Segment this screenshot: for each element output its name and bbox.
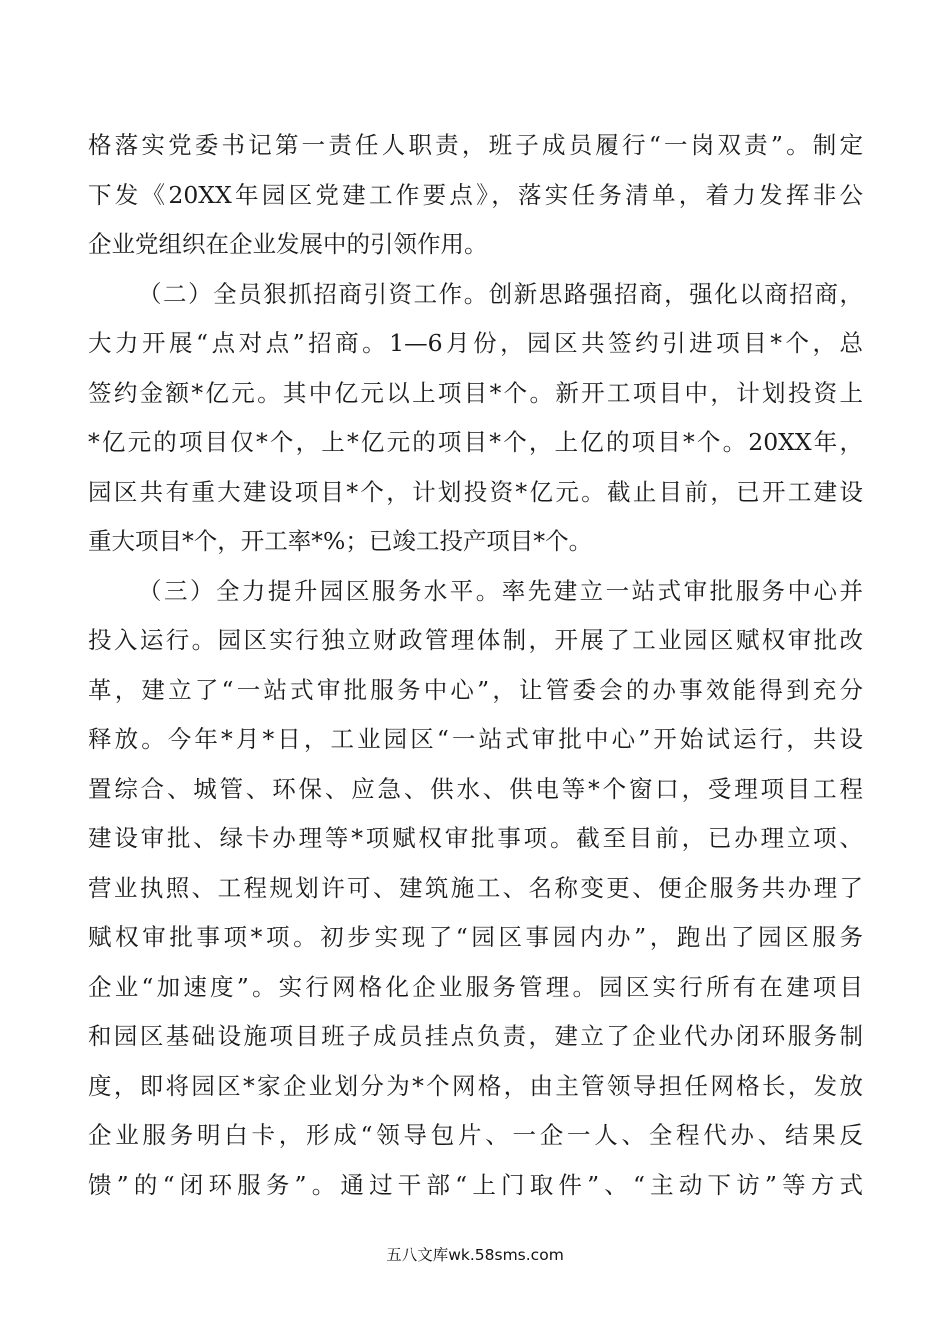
body-text [88, 121, 863, 1210]
text-line: 投入运行。园区实行独立财政管理体制，开展了工业园区赋权审批改 [88, 626, 863, 654]
footer-watermark: 五八文库wk.58sms.com [386, 1246, 564, 1264]
text-line: 大力开展“点对点”招商。1—6月份，园区共签约引进项目*个，总 [88, 329, 863, 357]
text-line: 企业“加速度”。实行网格化企业服务管理。园区实行所有在建项目 [88, 972, 863, 1001]
text-line: 企业党组织在企业发展中的引领作用。 [88, 230, 488, 258]
text-line: 企业服务明白卡，形成“领导包片、一企一人、全程代办、结果反 [88, 1121, 863, 1149]
section-heading-line: （二）全员狠抓招商引资工作。创新思路强招商，强化以商招商， [138, 279, 863, 308]
text-line: 释放。今年*月*日，工业园区“一站式审批中心”开始试运行，共设 [88, 725, 863, 753]
text-line: 馈”的“闭环服务”。通过干部“上门取件”、“主动下访”等方式 [88, 1170, 863, 1199]
text-line: 营业执照、工程规划许可、建筑施工、名称变更、便企服务共办理了 [88, 873, 863, 902]
section-heading-line: （三）全力提升园区服务水平。率先建立一站式审批服务中心并 [138, 576, 863, 605]
text-line: 建设审批、绿卡办理等*项赋权审批事项。截至目前，已办理立项、 [88, 824, 863, 852]
text-line: 重大项目*个，开工率*%；已竣工投产项目*个。 [88, 527, 593, 555]
text-line: 下发《20XX年园区党建工作要点》，落实任务清单，着力发挥非公 [88, 180, 863, 209]
text-line: 置综合、城管、环保、应急、供水、供电等*个窗口，受理项目工程 [88, 774, 863, 803]
text-line: 和园区基础设施项目班子成员挂点负责，建立了企业代办闭环服务制 [88, 1022, 863, 1050]
text-line: 度，即将园区*家企业划分为*个网格，由主管领导担任网格长，发放 [88, 1071, 863, 1100]
text-line: 格落实党委书记第一责任人职责，班子成员履行“一岗双责”。制定 [88, 131, 863, 159]
text-line: 革，建立了“一站式审批服务中心”，让管委会的办事效能得到充分 [88, 675, 863, 704]
text-line: 园区共有重大建设项目*个，计划投资*亿元。截止目前，已开工建设 [88, 477, 863, 506]
text-line: 赋权审批事项*项。初步实现了“园区事园内办”，跑出了园区服务 [88, 923, 863, 951]
text-line: 签约金额*亿元。其中亿元以上项目*个。新开工项目中，计划投资上 [88, 378, 863, 407]
text-line: *亿元的项目仅*个，上*亿元的项目*个，上亿的项目*个。20XX年， [88, 428, 863, 456]
